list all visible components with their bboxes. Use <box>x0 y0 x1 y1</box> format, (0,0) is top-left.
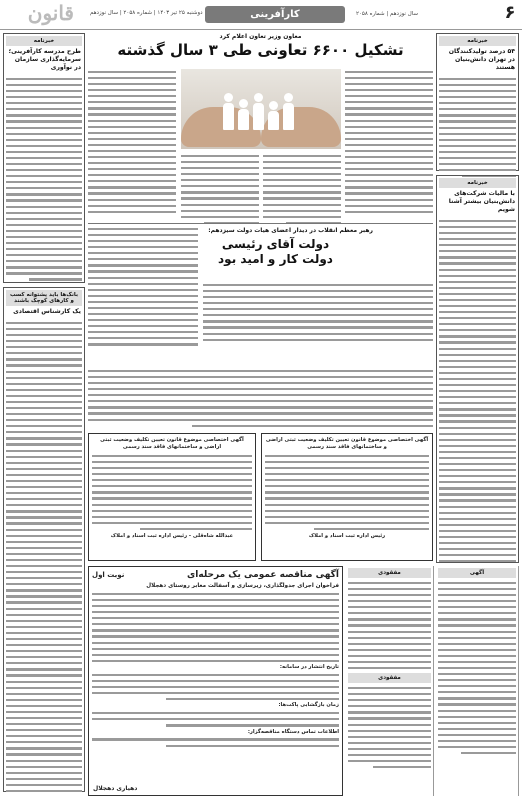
tender-title: آگهی مناقصه عمومی یک مرحله‌ای <box>187 570 339 580</box>
notice-tag: مفقودی <box>348 568 431 578</box>
left-article-box <box>3 287 85 792</box>
middle-column <box>88 33 433 563</box>
article-text <box>181 151 259 224</box>
left-box2-headline: بانک‌ها باید پشتوانه کسب و کارهای کوچک باشند <box>6 290 82 306</box>
article-text <box>88 224 198 346</box>
notice-text <box>438 582 516 754</box>
right-box2-tag: خبرنامه <box>439 178 516 188</box>
legal-ad-right-title: آگهی اختصاصی موضوع قانون تعیین تکلیف وضعیت ثبتی اراضی و ساختمانهای فاقد سند رسمی <box>265 437 429 450</box>
article-text <box>345 67 433 213</box>
tender-round: نوبت اول <box>92 571 125 579</box>
legal-ad-left-sign: عبدالله شاه‌قلی - رئیس اداره ثبت اسناد و املاک <box>110 533 234 540</box>
left-column <box>3 33 85 796</box>
tender-notice <box>88 566 343 796</box>
legal-ad-left <box>88 433 256 561</box>
legal-ad-right <box>261 433 433 561</box>
tender-header <box>92 570 339 580</box>
tender-text <box>92 738 339 746</box>
story2-kicker: رهبر معظم انقلاب در دیدار اعضای هیات دولت سیزدهم: <box>208 227 373 234</box>
article-text <box>88 366 433 427</box>
tender-text <box>92 674 339 701</box>
right-box2-headline: با مالیات شرکت‌های دانش‌بنیان بیشتر آشنا شویم <box>448 190 515 213</box>
issue-info: سال نوزدهم | شماره ۲۰۵۸ <box>356 11 418 17</box>
lead-headline: تشکیل ۶۶۰۰ تعاونی طی ۳ سال گذشته <box>117 41 404 59</box>
lead-kicker: معاون وزیر تعاون اعلام کرد <box>219 33 302 40</box>
page-number: ۶ <box>504 2 516 23</box>
story2-headline-1: دولت آقای رئیسی <box>221 237 330 251</box>
notice-column-2 <box>436 566 519 796</box>
left-box-tag: خبرنامه <box>6 36 82 46</box>
tender-open-label: زمان بازگشایی پاکت‌ها: <box>278 702 339 709</box>
tender-text <box>92 593 339 662</box>
article-text <box>439 220 516 563</box>
right-article-box <box>436 175 519 563</box>
article-text <box>203 280 433 341</box>
section-tab: کارآفرینی <box>205 6 345 23</box>
tender-contact-label: اطلاعات تماس دستگاه مناقصه‌گزار: <box>247 728 339 735</box>
notice-column-1 <box>346 566 434 796</box>
article-text <box>6 322 82 796</box>
tender-subtitle: فراخوان اجرای جدولگذاری، زیرسازی و آسفالت معابر روستای دهجلال <box>146 583 339 589</box>
notice-text <box>348 687 431 768</box>
tender-text <box>92 712 339 726</box>
masthead-date: دوشنبه ۲۵ تیر ۱۴۰۳ | شماره ۲۰۵۸ | سال نوزدهم <box>90 10 203 16</box>
article-text <box>6 78 82 281</box>
right-box-tag: خبرنامه <box>439 36 516 46</box>
article-text <box>439 78 516 177</box>
left-box-headline: طرح مدرسه کارآفرینی؛ سرمایه‌گذاری سازمان در نوآوری <box>8 48 81 71</box>
ad-text <box>265 455 429 530</box>
left-box2-sub: یک کارشناس اقتصادی <box>13 308 81 315</box>
tender-date-label: تاریخ انتشار در سامانه: <box>279 663 339 670</box>
legal-ad-right-sign: رئیس اداره ثبت اسناد و املاک <box>308 533 386 540</box>
notice-text <box>348 582 431 669</box>
lead-story <box>88 33 433 233</box>
right-box-headline: ۵۴ درصد تولیدکنندگان در تهران دانش‌بنیان هستند <box>448 48 515 71</box>
notice-tag: آگهی <box>438 568 516 578</box>
second-story <box>88 223 433 363</box>
right-column <box>436 33 519 563</box>
ad-text <box>92 455 252 530</box>
notice-tag: مفقودی <box>348 673 431 683</box>
right-news-box <box>436 33 519 171</box>
article-text <box>263 151 341 224</box>
lead-photo-hands-family <box>181 69 341 149</box>
story2-headline-2: دولت کار و امید بود <box>218 252 333 266</box>
legal-ad-left-title: آگهی اختصاصی موضوع قانون تعیین تکلیف وضعیت ثبتی اراضی و ساختمانهای فاقد سند رسمی <box>100 437 244 450</box>
left-news-box <box>3 33 85 283</box>
article-text <box>88 67 176 213</box>
newspaper-logo: قانون <box>27 1 74 25</box>
tender-signature: دهیاری دهجلال <box>93 785 138 792</box>
masthead <box>0 0 522 30</box>
